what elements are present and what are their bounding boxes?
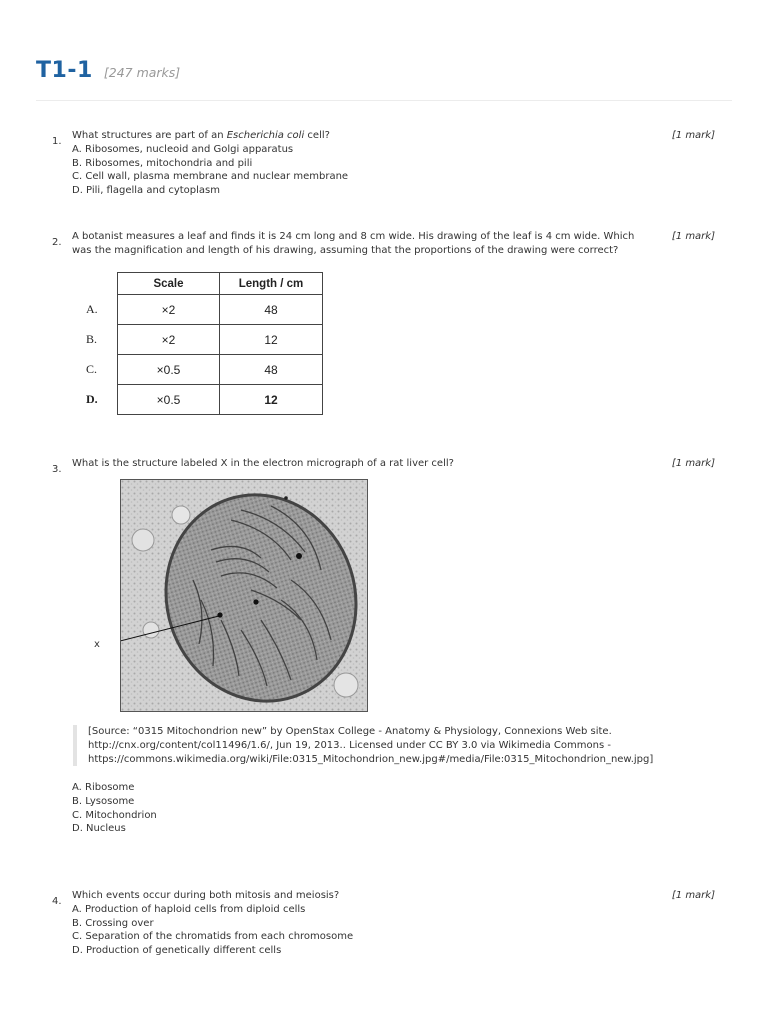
length-cell: 48 bbox=[220, 295, 323, 325]
question-2 bbox=[36, 230, 732, 260]
question-stem bbox=[72, 129, 664, 143]
question-marks: [1 mark] bbox=[671, 130, 715, 141]
question-body bbox=[72, 129, 664, 198]
question-number: 1. bbox=[52, 136, 62, 147]
option-c: C. Cell wall, plasma membrane and nuclear membrane bbox=[72, 171, 349, 183]
table-row bbox=[118, 295, 323, 325]
question-marks: [1 mark] bbox=[671, 458, 715, 469]
question-number: 2. bbox=[52, 237, 62, 248]
question-3 bbox=[36, 457, 732, 473]
option-b: B. Ribosomes, mitochondria and pili bbox=[72, 157, 253, 169]
question-stem: Which events occur during both mitosis and meiosis? bbox=[72, 890, 340, 901]
mitochondrion-micrograph-image bbox=[121, 480, 367, 711]
stem-text: What structures are part of an bbox=[72, 130, 227, 141]
table-row bbox=[118, 385, 323, 415]
image-source-citation bbox=[73, 725, 728, 766]
table-row bbox=[118, 325, 323, 355]
source-line-3: https://commons.wikimedia.org/wiki/File:0315_Mitochondrion_new.jpg#/media/File:0315_Mitochondrion_new.jpg] bbox=[88, 753, 654, 765]
question-body bbox=[72, 889, 664, 958]
scale-cell: ×2 bbox=[118, 325, 220, 355]
table-row bbox=[118, 355, 323, 385]
option-d: D. Pili, flagella and cytoplasm bbox=[72, 185, 221, 197]
row-letter-a: A. bbox=[86, 302, 98, 316]
length-cell: 12 bbox=[220, 385, 323, 415]
length-cell: 48 bbox=[220, 355, 323, 385]
source-line-2: http://cnx.org/content/col11496/1.6/, Jun 19, 2013.. Licensed under CC BY 3.0 via Wikimedia Commons - bbox=[88, 739, 611, 751]
row-letter-b: B. bbox=[86, 332, 98, 346]
scale-length-table bbox=[117, 272, 323, 415]
table-header-row bbox=[118, 273, 323, 295]
page-title: T1-1 bbox=[36, 58, 93, 83]
option-b: B. Crossing over bbox=[72, 917, 154, 929]
question-body bbox=[72, 457, 664, 471]
page-header bbox=[36, 58, 732, 83]
option-c: C. Separation of the chromatids from each chromosome bbox=[72, 931, 354, 943]
question-number: 3. bbox=[52, 464, 62, 475]
question-4 bbox=[36, 889, 732, 959]
scale-cell: ×2 bbox=[118, 295, 220, 325]
question-stem-line-2: was the magnification and length of his drawing, assuming that the proportions of the drawing were correct? bbox=[72, 244, 619, 256]
question-number: 4. bbox=[52, 896, 62, 907]
question-marks: [1 mark] bbox=[671, 890, 715, 901]
stem-text: cell? bbox=[304, 130, 330, 141]
electron-micrograph bbox=[120, 479, 368, 712]
column-header-scale: Scale bbox=[118, 273, 220, 295]
scale-cell: ×0.5 bbox=[118, 385, 220, 415]
question-stem: What is the structure labeled X in the electron micrograph of a rat liver cell? bbox=[72, 458, 454, 469]
question-3-options bbox=[36, 781, 732, 837]
question-stem-line-1: A botanist measures a leaf and finds it is 24 cm long and 8 cm wide. His drawing of the leaf is 4 cm wide. Which bbox=[72, 231, 635, 242]
option-a: A. Ribosomes, nucleoid and Golgi apparatus bbox=[72, 143, 294, 155]
option-a: A. Ribosome bbox=[72, 782, 135, 793]
row-letter-c: C. bbox=[86, 362, 98, 376]
options-list bbox=[72, 781, 664, 836]
stem-species: Escherichia coli bbox=[226, 130, 305, 141]
question-body bbox=[72, 230, 664, 258]
question-1 bbox=[36, 129, 732, 199]
option-d: D. Production of genetically different cells bbox=[72, 945, 282, 957]
option-a: A. Production of haploid cells from diploid cells bbox=[72, 903, 306, 915]
option-c: C. Mitochondrion bbox=[72, 809, 157, 821]
length-cell: 12 bbox=[220, 325, 323, 355]
figure-label-x: x bbox=[94, 639, 100, 650]
option-d: D. Nucleus bbox=[72, 823, 126, 835]
total-marks: [247 marks] bbox=[103, 65, 181, 80]
header-divider bbox=[36, 100, 732, 101]
source-line-1: [Source: “0315 Mitochondrion new” by OpenStax College - Anatomy & Physiology, Connexions Web site. bbox=[88, 726, 612, 737]
option-b: B. Lysosome bbox=[72, 795, 135, 807]
scale-cell: ×0.5 bbox=[118, 355, 220, 385]
column-header-length: Length / cm bbox=[220, 273, 323, 295]
question-marks: [1 mark] bbox=[671, 231, 715, 242]
row-letter-d: D. bbox=[86, 392, 98, 406]
